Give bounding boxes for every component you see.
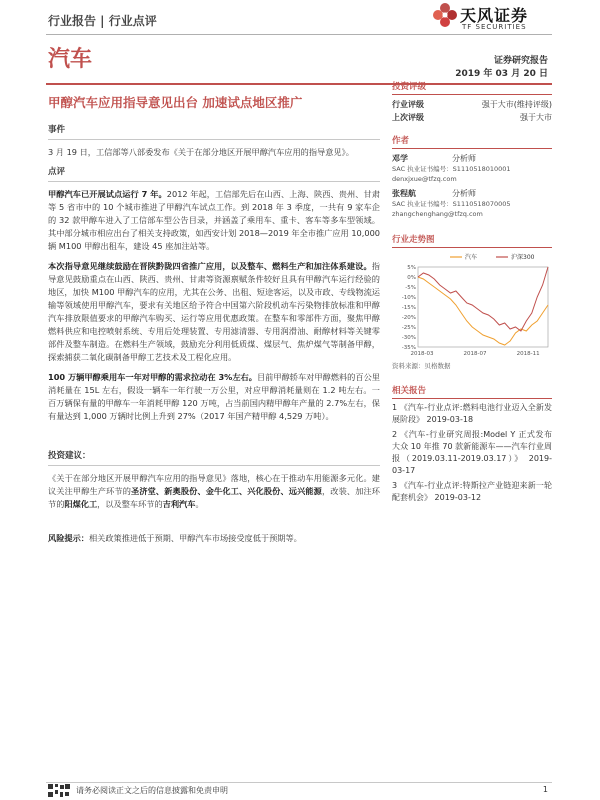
series-line-auto [418,277,548,345]
authors-title: 作者 [392,136,410,146]
rating-row: 行业评级 强于大市(维持评级) [392,100,552,109]
x-tick-label: 2018-03 [410,351,434,357]
p1-body: 2012 年起，工信部先后在山西、上海、陕西、贵州、甘肃等 5 省市中的 10 个城市推进了甲醇汽车试点工作。到 2018 年 3 季度，一共有 9 家车企的 32 款甲醇车进入了工信部车型公告目录，并涵盖了乘用车、重卡、客车等多车型领域。其中部分城市相应出台了相关支持政策，如西安计划 2018—2019 年全市推广应用 10,000 辆 M100 甲醇出租车，建设 45 座加注站等。 [48,189,380,251]
y-tick-label: -10% [401,295,416,301]
y-tick-label: -35% [401,345,416,351]
y-tick-label: -15% [401,305,416,311]
comment-paragraph-1 [48,188,380,253]
author-entry: 张程航 分析师 SAC 执业证书编号：S1110518070005 zhangchenghang@tfzq.com [392,188,552,219]
footer-divider [46,782,552,783]
comment-paragraph-3 [48,371,380,423]
author-entry: 邓学 分析师 SAC 执业证书编号：S1110518010001 denxjxue@tfzq.com [392,153,552,184]
flower-logo-icon [432,2,458,30]
legend-label: 沪深300 [511,254,535,261]
x-tick-label: 2018-11 [516,351,540,357]
y-tick-label: -20% [401,315,416,321]
series-line-csi300 [418,267,548,331]
y-tick-label: -25% [401,325,416,331]
y-tick-label: -30% [401,335,416,341]
report-category: 行业报告 | 行业点评 [48,14,157,28]
y-tick-label: -5% [405,285,416,291]
p2-body: 指导意见鼓励重点在山西、陕西、贵州、甘肃等资源禀赋条件较好且具有甲醇汽车运行经验的地区，加快 M100 甲醇汽车的应用，尤其在公务、出租、短途客运，以及市政、专线物流运输等领域使用甲醇汽车，要求有关地区给予符合中国第六阶段机动车污染物排放标准和甲醇汽车排放限值要求的甲醇汽车购买、运行等应用优惠政策。在整车和零部件方面，聚焦甲醇燃料供应和电控喷射系统、专用后处理装置、专用滤清器、专用润滑油、耐醇材料等关键零部件及整车制造。在燃料生产领域，鼓励充分利用低质煤、煤层气、焦炉煤气等制备甲醇，探索捕获二氧化碳制备甲醇工艺技术及工程化应用。 [48,261,380,362]
advice-title: 投资建议： [48,451,91,461]
y-tick-label: 0% [407,275,416,281]
section-divider [48,181,380,182]
rating-row: 上次评级 强于大市 [392,113,552,122]
company-logo [432,2,562,32]
p1-lead: 甲醇汽车已开展试点运行 7 年。 [48,189,167,199]
page-number: 1 [542,785,548,794]
brand-name-en: TF SECURITIES [462,23,527,31]
comment-paragraph-2 [48,260,380,364]
rating-title: 投资评级 [392,82,427,92]
related-report-link[interactable]: 1 《汽车-行业点评:燃料电池行业迈入全新发展阶段》 2019-03-18 [392,403,552,424]
event-text: 3 月 19 日，工信部等八部委发布《关于在部分地区开展甲醇汽车应用的指导意见》。 [48,147,354,157]
related-report-link[interactable]: 2 《汽车-行业研究周报:Model Y 正式发布 大众 10 年推 70 款新能源车——汽车行业周报（2019.03.11-2019.03.17）》 2019-03-17 [392,430,552,475]
p3-lead: 100 万辆甲醇乘用车一年对甲醇的需求拉动在 3%左右。 [48,372,257,382]
side-column [392,76,552,507]
chart-source: 资料来源：贝格数据 [392,362,451,370]
p3-body: 目前甲醇轿车对甲醇燃料的百公里消耗量在 15L 左右，假设一辆车一年行驶一万公里，对应甲醇消耗量则在 1.2 吨左右。一百万辆保有量的甲醇车一年消耗甲醇 120 万吨，占当前国内精甲醇年产量的 2.7%左右，保有量达到 1,000 万辆时比例上升到 27%（2017 年国产精甲醇 4,529 万吨）。 [48,372,380,421]
risk-label: 风险提示： [48,533,89,543]
x-tick-label: 2018-07 [463,351,487,357]
headline: 甲醇汽车应用指导意见出台 加速试点地区推广 [48,95,303,110]
legend-label: 汽车 [465,254,478,261]
author-email[interactable]: zhangchenghang@tfzq.com [392,210,483,218]
p2-lead: 本次指导意见继续鼓励在晋陕黔陇四省推广应用，以及整车、燃料生产和加注体系建设。 [48,261,372,271]
trend-title: 行业走势图 [392,235,435,245]
report-date: 2019 年 03 月 20 日 [455,69,548,79]
disclaimer-text: 请务必阅读正文之后的信息披露和免责申明 [76,786,228,795]
trend-chart-svg [392,251,552,359]
author-email[interactable]: denxjxue@tfzq.com [392,175,457,183]
related-report-link[interactable]: 3 《汽车-行业点评:特斯拉产业链迎来新一轮配套机会》 2019-03-12 [392,481,552,502]
risk-text: 风险提示：相关政策推进低于预期、甲醇汽车市场接受度低于预期等。 [48,533,302,543]
section-divider [48,139,380,140]
related-title: 相关报告 [392,386,427,396]
industry-title: 汽车 [48,47,93,72]
advice-text: 《关于在部分地区开展甲醇汽车应用的指导意见》落地，核心在于推动车用能源多元化。建议关注甲醇生产环节的圣济堂、新奥股份、金牛化工、兴化股份、远兴能源，改装、加注环节的阳煤化工，以及整车环节的吉利汽车。 [48,473,380,509]
main-column [48,118,380,552]
top-divider [46,34,552,35]
qr-code-icon [48,784,70,798]
section-divider [48,465,380,466]
comment-title: 点评 [48,167,66,177]
brand-name: 天风证券 [460,6,529,25]
related-reports [392,402,552,504]
event-title: 事件 [48,125,66,135]
y-tick-label: 5% [407,265,416,271]
report-type: 证券研究报告 [493,56,548,66]
trend-chart [392,251,552,359]
